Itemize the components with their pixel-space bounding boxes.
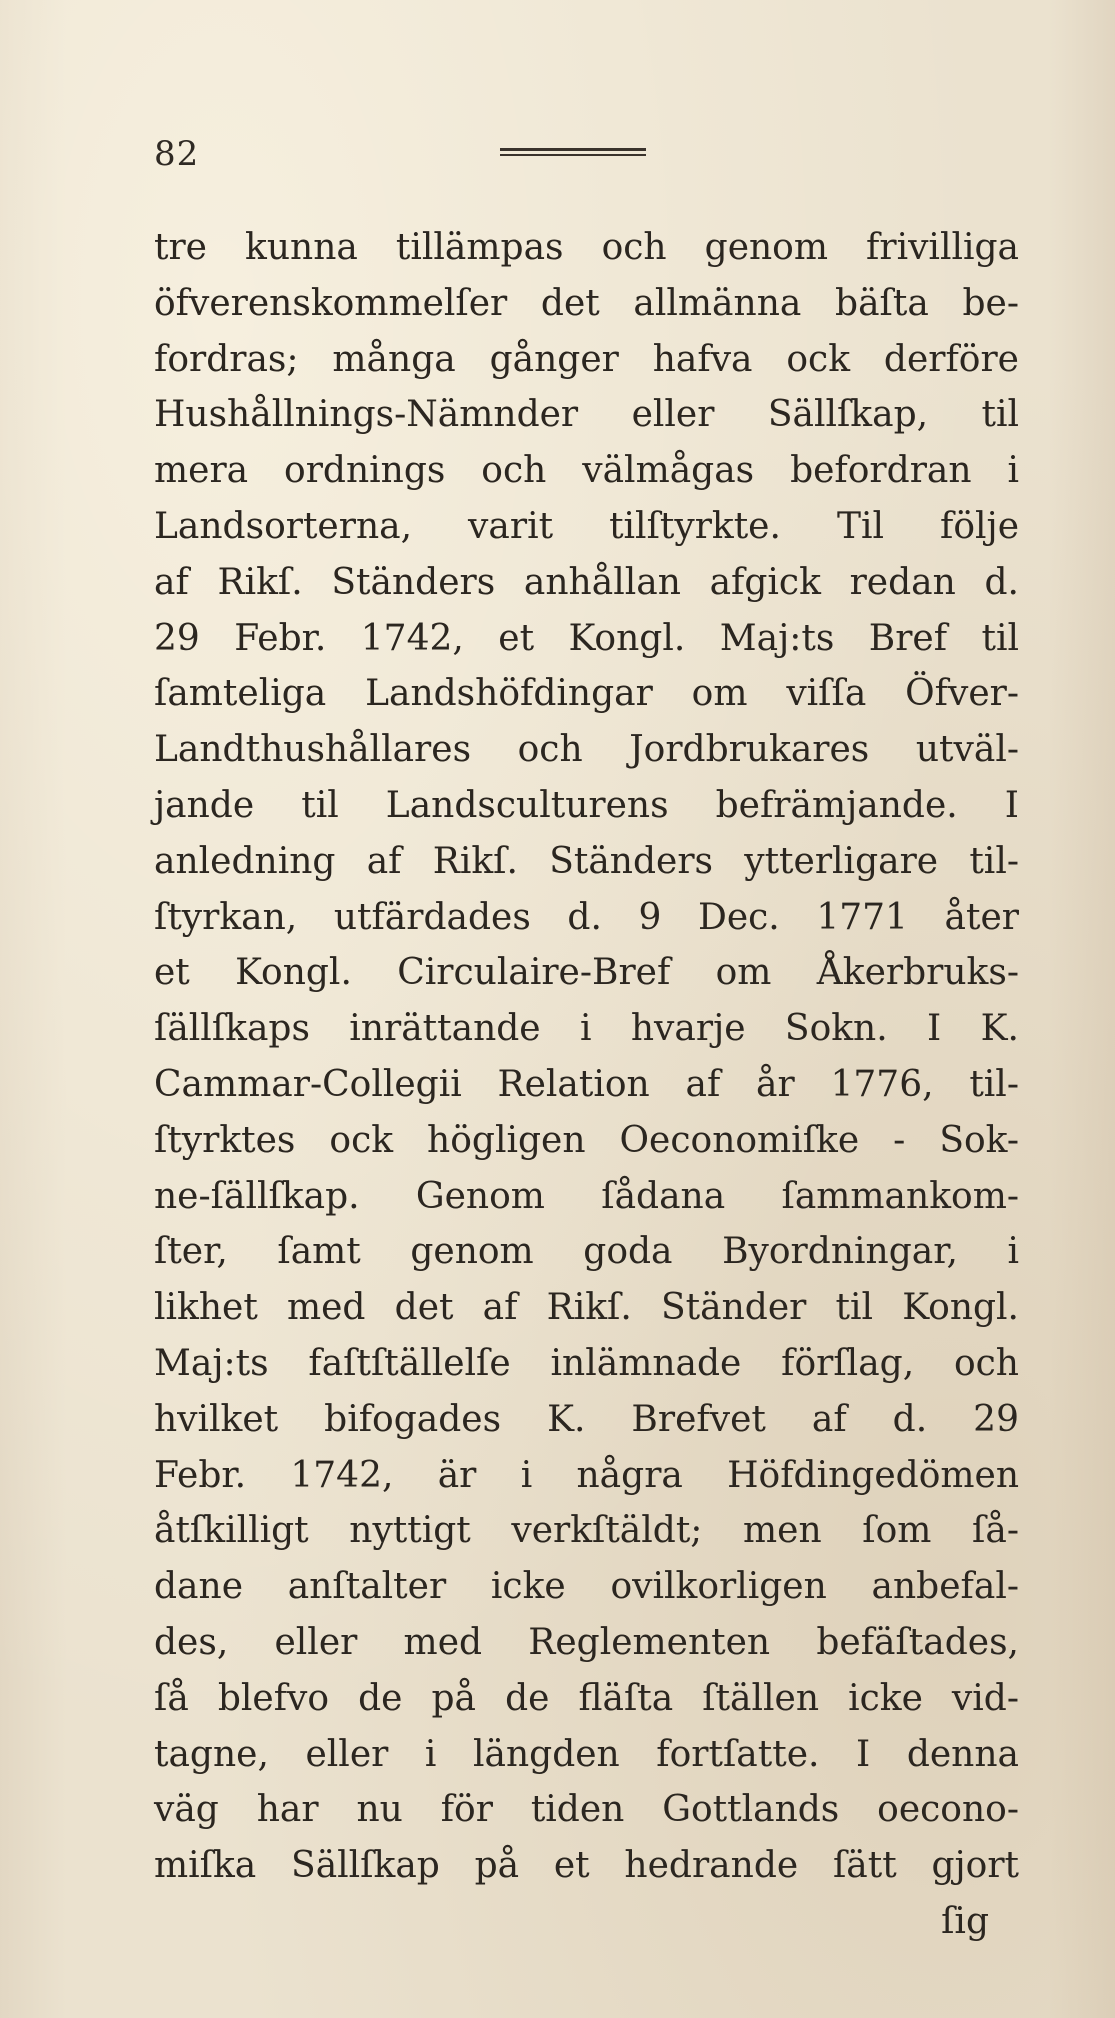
header-rule-bottom-line bbox=[500, 154, 646, 156]
text-line: Landthushållares och Jordbrukares utväl- bbox=[154, 729, 1019, 771]
text-line: ſter, ſamt genom goda Byordningar, i bbox=[154, 1231, 1019, 1273]
text-line: Febr. 1742, är i några Höfdingedömen bbox=[154, 1454, 1019, 1496]
text-line: mera ordnings och välmågas befordran i bbox=[154, 450, 1019, 492]
text-line: ſamteliga Landshöfdingar om viſſa Öfver- bbox=[154, 673, 1019, 715]
text-line: jande til Landsculturens befrämjande. I bbox=[154, 784, 1019, 826]
text-line: 29 Febr. 1742, et Kongl. Maj:ts Bref til bbox=[154, 617, 1019, 659]
text-line: et Kongl. Circulaire-Bref om Åkerbruks- bbox=[154, 952, 1019, 994]
text-line: Landsorterna, varit tilſtyrkte. Til följe bbox=[154, 505, 1019, 547]
text-line: des, eller med Reglementen befäſtades, bbox=[154, 1621, 1019, 1663]
text-line: fordras; många gånger hafva ock derföre bbox=[154, 338, 1019, 380]
header-rule-top-line bbox=[500, 148, 646, 151]
text-line: dane anſtalter icke ovilkorligen anbefal- bbox=[154, 1566, 1019, 1608]
text-line: hvilket bifogades K. Brefvet af d. 29 bbox=[154, 1398, 1019, 1440]
text-line: ſå blefvo de på de fläſta ſtällen icke vid- bbox=[154, 1677, 1019, 1719]
text-line: ne-ſällſkap. Genom ſådana ſammankom- bbox=[154, 1175, 1019, 1217]
text-line: likhet med det af Rikſ. Ständer til Kongl. bbox=[154, 1287, 1019, 1329]
text-line: tre kunna tillämpas och genom frivilliga bbox=[154, 227, 1019, 268]
text-line: ſtyrktes ock högligen Oeconomiſke - Sok- bbox=[154, 1119, 1019, 1161]
text-line: åtſkilligt nyttigt verkſtäldt; men ſom ſå- bbox=[154, 1510, 1019, 1552]
catchword: ſig bbox=[941, 1900, 989, 1942]
text-line: ſtyrkan, utfärdades d. 9 Dec. 1771 åter bbox=[154, 896, 1019, 938]
page-number: 82 bbox=[154, 134, 200, 174]
text-line: ſällſkaps inrättande i hvarje Sokn. I K. bbox=[154, 1008, 1019, 1050]
text-line: af Rikſ. Ständers anhållan afgick redan d. bbox=[154, 561, 1019, 603]
text-line: öfverenskommelſer det allmänna bäſta be- bbox=[154, 282, 1019, 324]
text-line: Maj:ts faſtſtällelſe inlämnade förſlag, och bbox=[154, 1342, 1019, 1384]
text-line: Hushållnings-Nämnder eller Sällſkap, til bbox=[154, 394, 1019, 436]
text-line: Cammar-Collegii Relation af år 1776, til- bbox=[154, 1063, 1019, 1105]
text-line: miſka Sällſkap på et hedrande ſätt gjort bbox=[154, 1845, 1019, 1887]
header-rule bbox=[500, 148, 646, 158]
body-text bbox=[154, 220, 1019, 1950]
text-line: anledning af Rikſ. Ständers ytterligare til- bbox=[154, 840, 1019, 882]
text-line: väg har nu för tiden Gottlands oecono- bbox=[154, 1789, 1019, 1831]
text-line: tagne, eller i längden fortſatte. I denna bbox=[154, 1733, 1019, 1775]
